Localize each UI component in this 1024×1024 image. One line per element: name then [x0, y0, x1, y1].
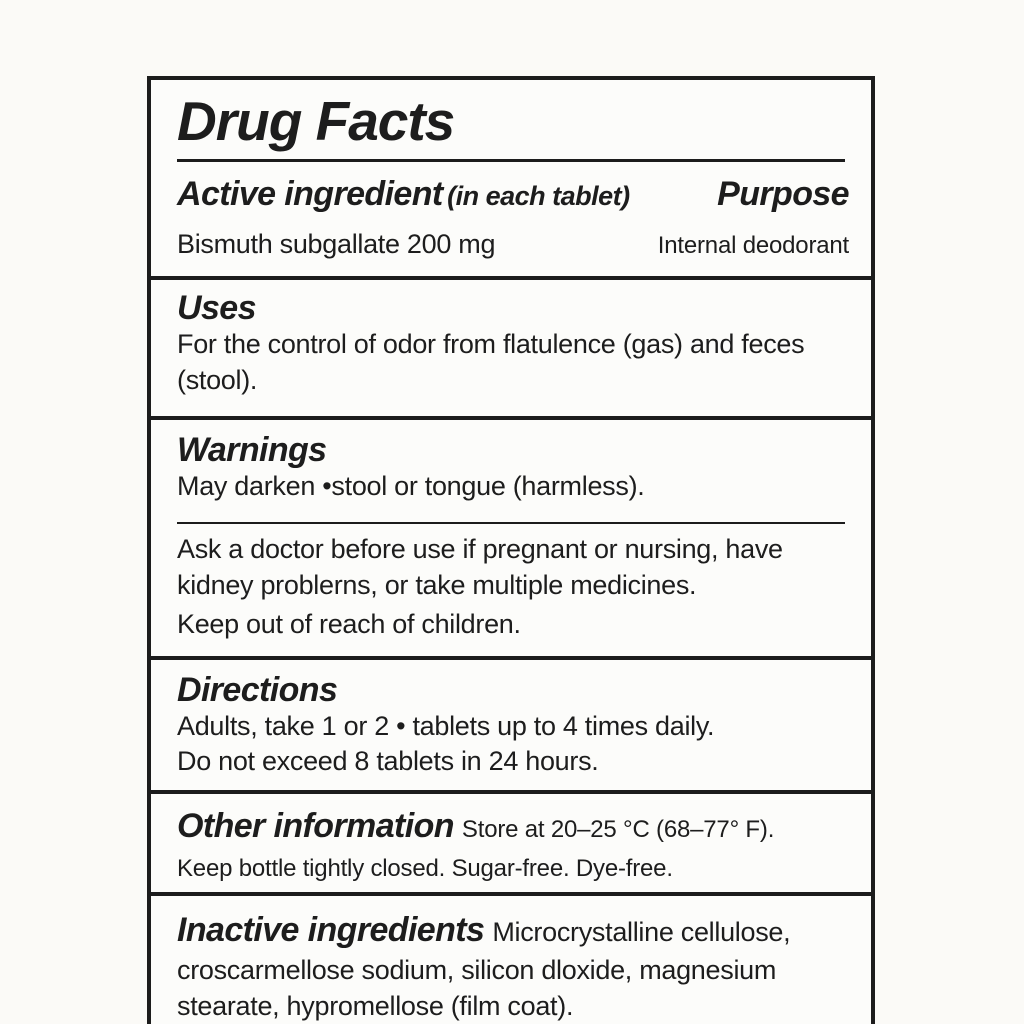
uses-heading: Uses: [177, 289, 256, 327]
page-title: Drug Facts: [177, 90, 455, 152]
uses-text: For the control of odor from flatulence (gas) and feces (stool).: [177, 329, 805, 396]
warnings-body-block: [177, 532, 851, 642]
inactive-ingredients-section: [151, 892, 871, 1024]
purpose-value: Internal deodorant: [657, 232, 849, 259]
warnings-heading: Warnings: [177, 431, 327, 469]
directions-line-dose: Adults, take 1 or 2 • tablets up to 4 times daily.: [177, 711, 715, 742]
inactive-ingredients-block: [177, 908, 851, 1024]
warnings-divider: [177, 522, 845, 524]
active-ingredient-note: (in each tablet): [447, 181, 630, 211]
other-information-block: [177, 808, 851, 885]
warnings-line-darken: May darken •stool or tongue (harmless).: [177, 471, 645, 502]
title-divider: [177, 159, 845, 162]
warnings-keep-away: Keep out of reach of children.: [177, 609, 521, 640]
directions-line-limit: Do not exceed 8 tablets in 24 hours.: [177, 746, 599, 777]
warnings-section: [151, 416, 871, 656]
active-ingredient-section: [151, 80, 871, 276]
directions-section: [151, 656, 871, 790]
other-information-section: [151, 790, 871, 892]
active-heading-group: [177, 176, 630, 213]
active-value-row: [177, 227, 849, 262]
inactive-ingredients-text: Microcrystalline cellulose, croscarmellose sodium, silicon dloxide, magnesium stearate, hypromellose (film coat).: [177, 917, 791, 1021]
drug-facts-label: [147, 76, 875, 1024]
uses-section: [151, 276, 871, 416]
active-heading-row: [177, 176, 849, 213]
purpose-heading: Purpose: [717, 175, 849, 213]
directions-block: [177, 672, 851, 780]
uses-block: [177, 290, 851, 399]
warnings-ask-doctor: Ask a doctor before use if pregnant or nursing, have kidney problerns, or take multiple medicines.: [177, 534, 783, 600]
directions-heading: Directions: [177, 671, 338, 709]
other-information-storage: Store at 20–25 °C (68–77° F).: [461, 816, 775, 843]
other-information-heading: Other information: [177, 807, 454, 845]
active-ingredient-heading: Active ingredient: [177, 175, 443, 213]
inactive-ingredients-heading: Inactive ingredients: [177, 911, 485, 949]
active-ingredient-value: Bismuth subgallate 200 mg: [177, 229, 496, 259]
warnings-head-block: [177, 432, 851, 504]
other-information-extra: Keep bottle tightly closed. Sugar-free. Dye-free.: [177, 855, 673, 883]
